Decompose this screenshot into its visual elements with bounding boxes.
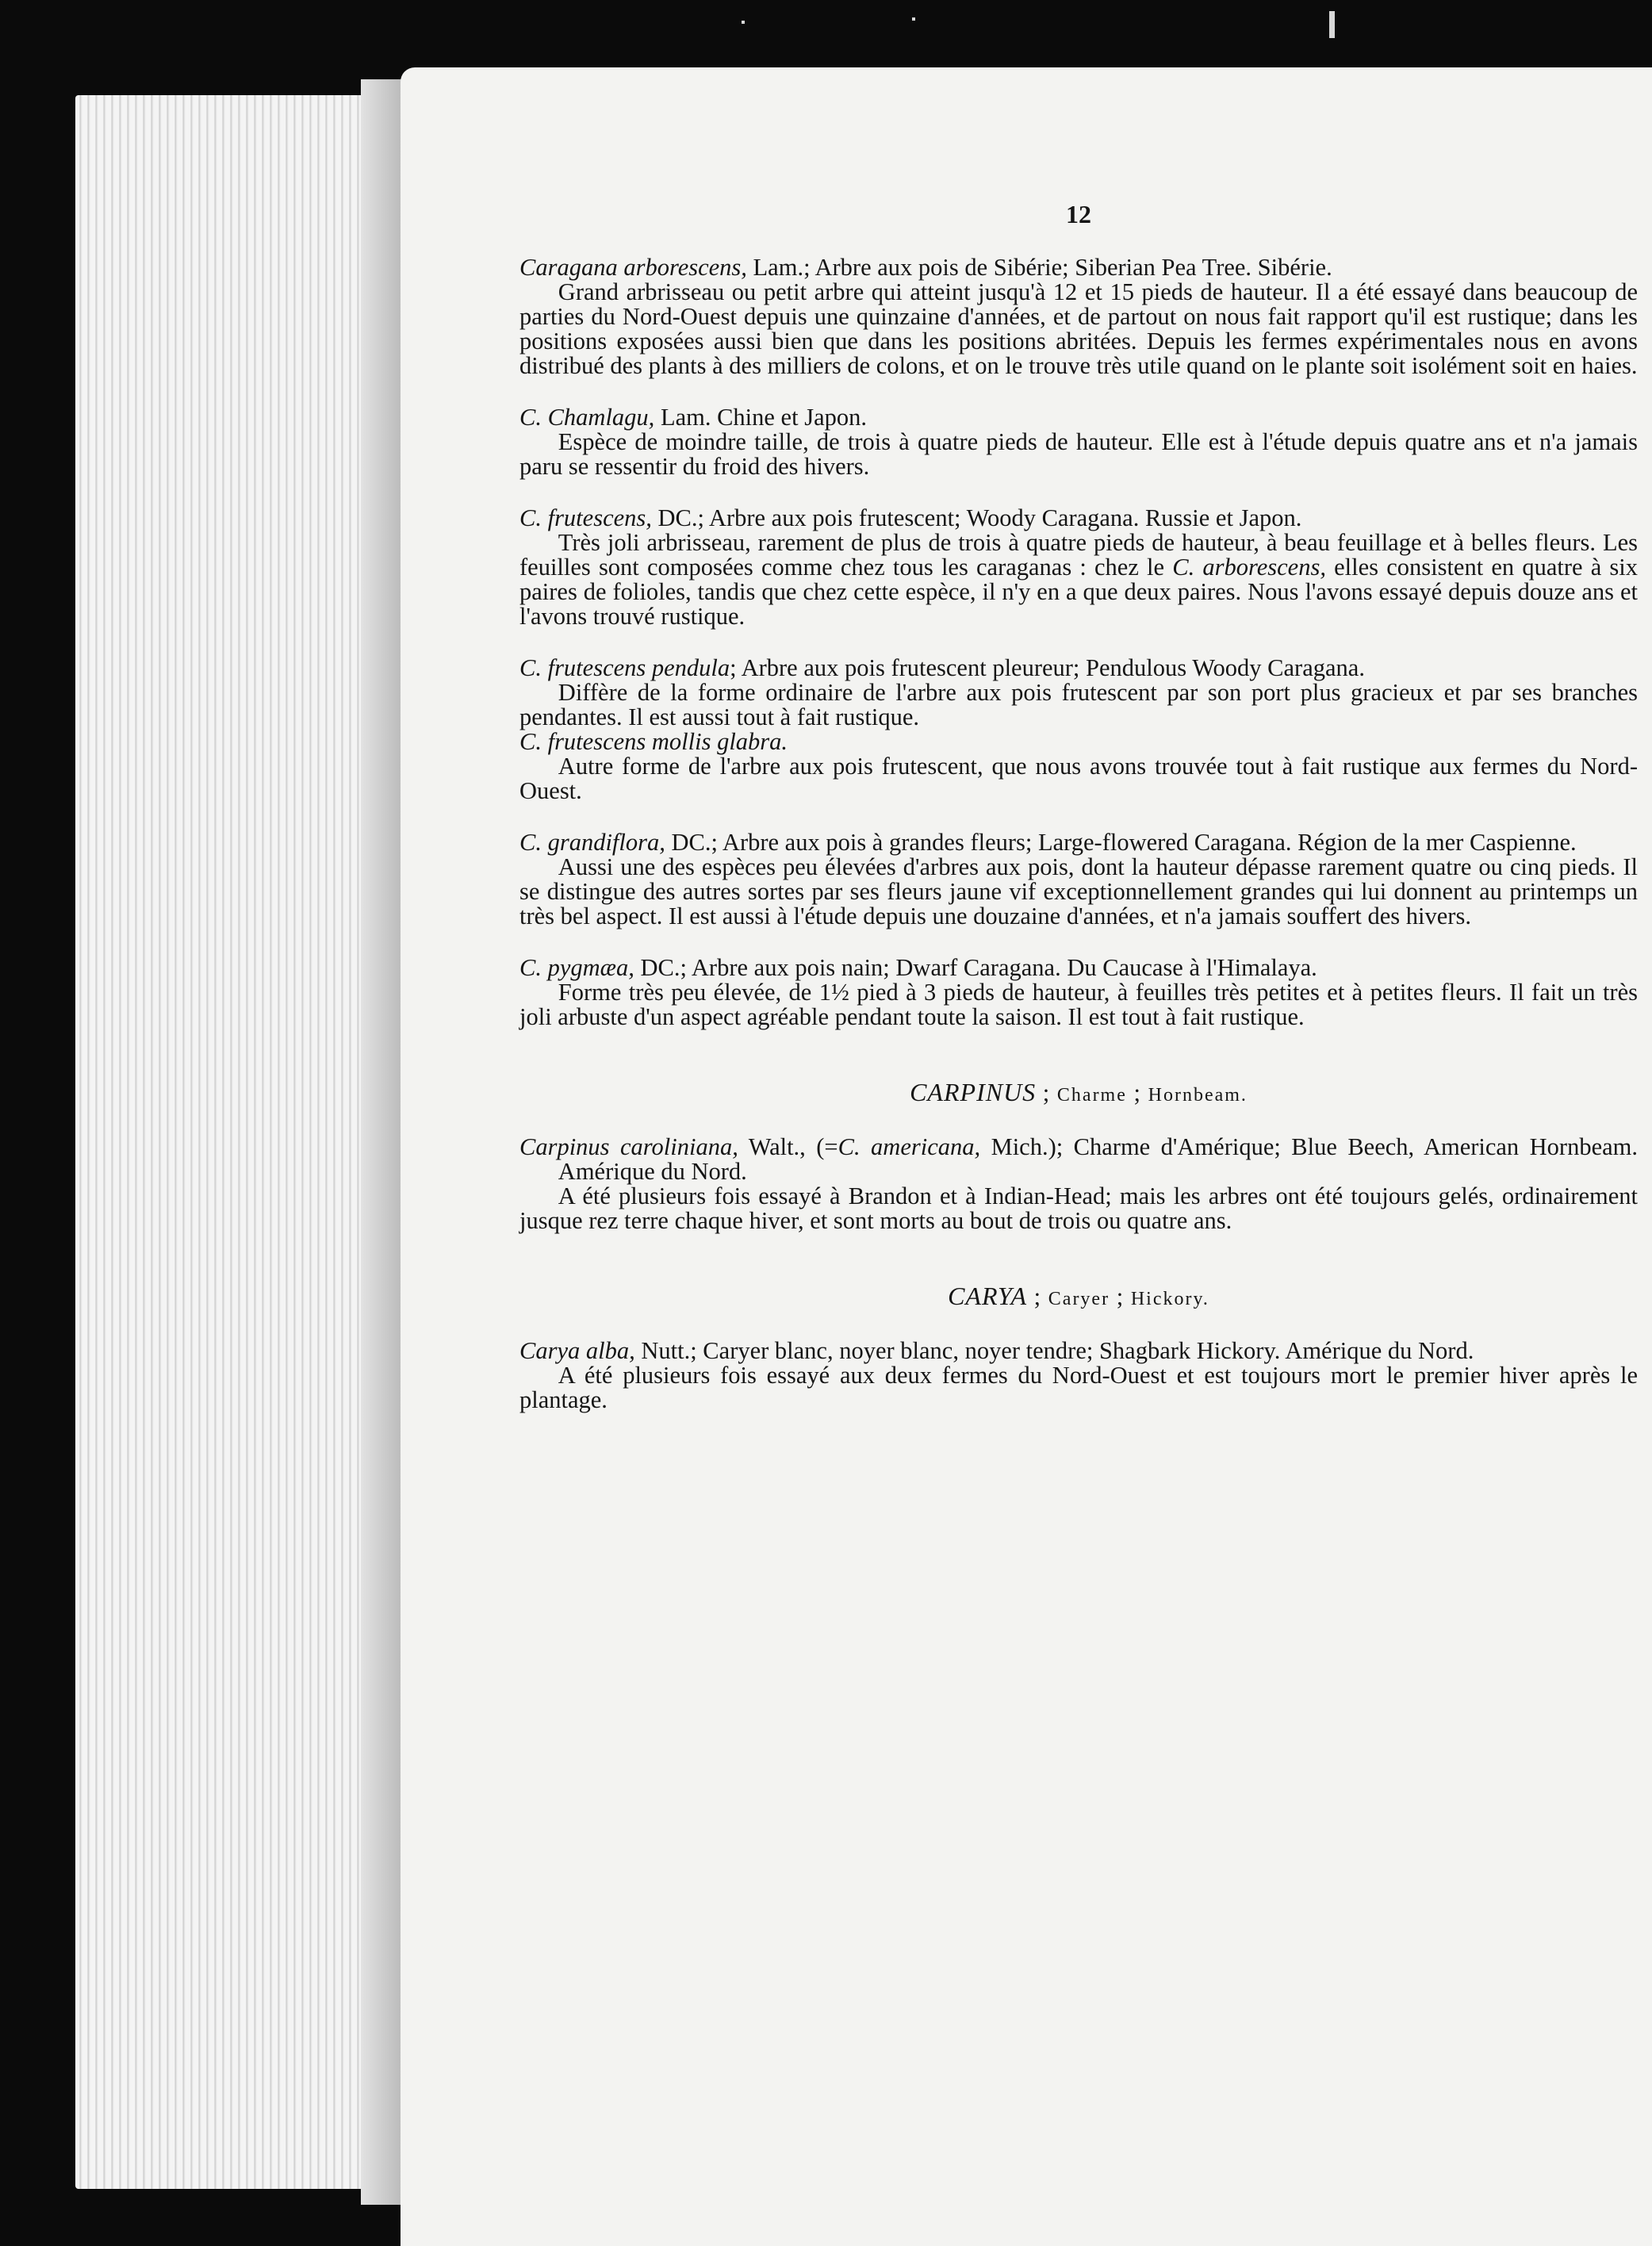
species-entry <box>519 1135 1638 1233</box>
species-entry <box>519 405 1638 479</box>
species-entry <box>519 730 1638 803</box>
genus-name: CARPINUS <box>910 1078 1037 1106</box>
species-details: Nutt.; Caryer blanc, noyer blanc, noyer tendre; Shagbark Hickory. Amérique du Nord. <box>634 1337 1474 1364</box>
species-description: Forme très peu élevée, de 1½ pied à 3 pieds de hauteur, à feuilles très petites et à petites fleurs. Il fait un très joli arbuste d'un aspect agréable pendant toute la saison. Il est tout à fait rustique. <box>519 979 1638 1030</box>
page-number: 12 <box>1066 200 1091 228</box>
species-details: DC.; Arbre aux pois nain; Dwarf Caragana. Du Caucase à l'Himalaya. <box>634 954 1317 981</box>
species-entry <box>519 1339 1638 1412</box>
french-common-name: Caryer <box>1048 1289 1110 1309</box>
species-name: C. pygmæa, <box>519 954 634 981</box>
species-details: DC.; Arbre aux pois à grandes fleurs; Large-flowered Caragana. Région de la mer Caspienne. <box>665 829 1577 856</box>
species-entry <box>519 830 1638 929</box>
species-name: C. frutescens, <box>519 504 652 531</box>
species-details: Lam. Chine et Japon. <box>654 404 867 431</box>
page-text <box>519 202 1638 1412</box>
species-heading <box>519 730 1638 754</box>
species-details: Mich.); Charme d'Amérique; Blue Beech, American Hornbeam. Amérique du Nord. <box>558 1133 1638 1185</box>
species-name: Carpinus caroliniana, <box>519 1133 738 1160</box>
scan-speck <box>1329 11 1335 38</box>
species-entry <box>519 656 1638 730</box>
species-details: Lam.; Arbre aux pois de Sibérie; Siberian Pea Tree. Sibérie. <box>746 254 1332 281</box>
description-text: elles consistent en quatre à six paires de folioles, tandis que chez cette espèce, il n'y en a que deux paires. Nous l'avons essayé depuis douze ans et l'avons trouvé rustique. <box>519 554 1638 630</box>
species-description: Diffère de la forme ordinaire de l'arbre aux pois frutescent par son port plus gracieux et par ses branches pendantes. Il est aussi tout à fait rustique. <box>519 679 1638 730</box>
heading-separator: ; <box>1126 1079 1148 1106</box>
description-text: Très joli arbrisseau, rarement de plus de trois à quatre pieds de hauteur, à beau feuillage et à belles fleurs. Les feuilles sont composées comme chez tous les caraganas : chez le <box>519 529 1638 581</box>
species-details: ; Arbre aux pois frutescent pleureur; Pendulous Woody Caragana. <box>730 654 1365 681</box>
species-name: C. frutescens mollis glabra. <box>519 728 788 755</box>
species-name: C. Chamlagu, <box>519 404 655 431</box>
species-entry <box>519 255 1638 378</box>
scan-speck <box>742 21 745 24</box>
heading-separator: ; <box>1027 1283 1048 1310</box>
species-details: DC.; Arbre aux pois frutescent; Woody Caragana. Russie et Japon. <box>651 504 1302 531</box>
genus-name: CARYA <box>948 1282 1028 1310</box>
species-synonym: C. americana, <box>837 1133 981 1160</box>
species-description: Autre forme de l'arbre aux pois frutescent, que nous avons trouvée tout à fait rustique aux fermes du Nord-Ouest. <box>519 753 1638 804</box>
species-heading <box>519 1135 1638 1184</box>
species-description: Grand arbrisseau ou petit arbre qui atteint jusqu'à 12 et 15 pieds de hauteur. Il a été essayé dans beaucoup de parties du Nord-Ouest depuis une quinzaine d'années, et de partout on nous fait rapport qu'il est rustique; dans les positions exposées aussi bien que dans les positions abritées. Depuis les fermes expérimentales nous en avons distribué des plants à des milliers de colons, et on le trouve très utile quand on le plante soit isolément soit en haies. <box>519 278 1638 379</box>
species-entry <box>519 956 1638 1029</box>
species-name: C. frutescens pendula <box>519 654 730 681</box>
genus-heading <box>519 1284 1638 1312</box>
species-heading <box>519 956 1638 980</box>
species-reference: C. arborescens, <box>1172 554 1326 581</box>
species-description: A été plusieurs fois essayé aux deux fermes du Nord-Ouest et est toujours mort le premier hiver après le plantage. <box>519 1362 1638 1413</box>
species-heading <box>519 405 1638 430</box>
species-details: Walt., (= <box>738 1133 838 1160</box>
species-description: A été plusieurs fois essayé à Brandon et à Indian-Head; mais les arbres ont été toujours gelés, ordinairement jusque rez terre chaque hiver, et sont morts au bout de trois ou quatre ans. <box>519 1182 1638 1234</box>
english-common-name: Hornbeam. <box>1148 1085 1248 1106</box>
species-name: Carya alba, <box>519 1337 635 1364</box>
species-description: Aussi une des espèces peu élevées d'arbres aux pois, dont la hauteur dépasse rarement quatre ou cinq pieds. Il se distingue des autres sortes par ses fleurs jaune vif exceptionnellement grandes qui lui donnent au printemps un très bel aspect. Il est aussi à l'étude depuis une douzaine d'années, et n'a jamais souffert des hivers. <box>519 853 1638 929</box>
species-heading <box>519 1339 1638 1363</box>
species-name: Caragana arborescens, <box>519 254 747 281</box>
species-name: C. grandiflora, <box>519 829 665 856</box>
species-description: Espèce de moindre taille, de trois à quatre pieds de hauteur. Elle est à l'étude depuis quatre ans et n'a jamais paru se ressentir du froid des hivers. <box>519 428 1638 480</box>
scan-speck <box>912 17 915 21</box>
book-page <box>401 67 1652 2246</box>
english-common-name: Hickory. <box>1130 1289 1209 1309</box>
heading-separator: ; <box>1110 1283 1131 1310</box>
heading-separator: ; <box>1036 1079 1057 1106</box>
book-page-edges <box>75 95 408 2189</box>
species-entry <box>519 506 1638 629</box>
species-description <box>519 531 1638 629</box>
species-heading <box>519 656 1638 680</box>
species-heading <box>519 830 1638 855</box>
genus-heading <box>519 1080 1638 1108</box>
species-heading <box>519 506 1638 531</box>
species-heading <box>519 255 1638 280</box>
french-common-name: Charme <box>1056 1085 1127 1106</box>
